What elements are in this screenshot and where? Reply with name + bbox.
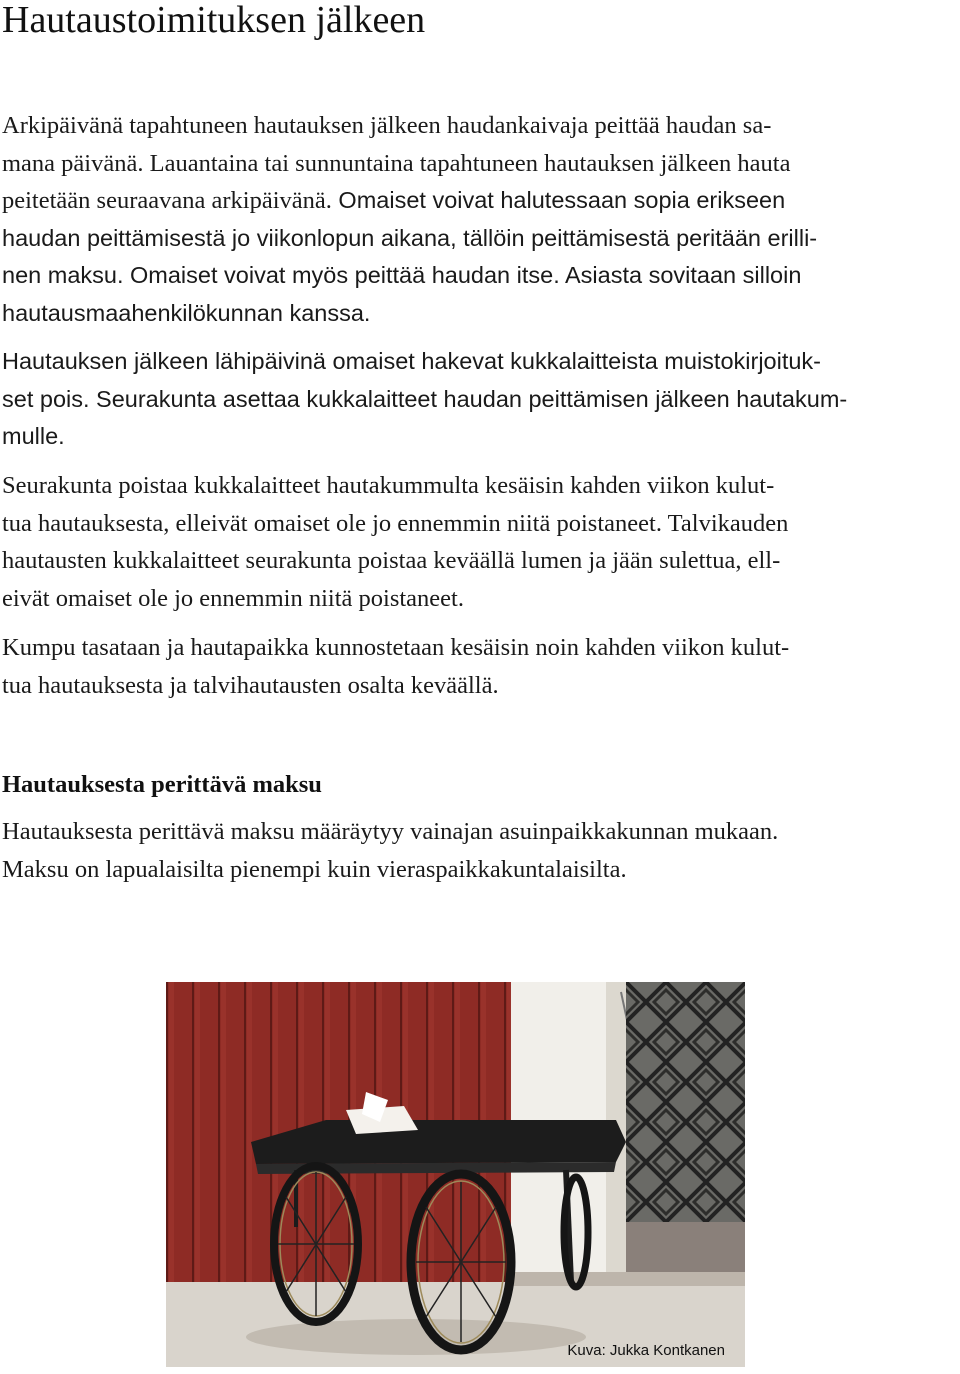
- photo-caption: Kuva: Jukka Kontkanen: [567, 1342, 725, 1359]
- text-line: Kumpu tasataan ja hautapaikka kunnostetaan kesäisin noin kahden viikon kulut-: [2, 634, 790, 661]
- right-wheel: [411, 1174, 511, 1350]
- text-segment: peitetään seuraavana arkipäivänä.: [2, 187, 332, 214]
- text-line: hautausten kukkalaitteet seurakunta poistaa keväällä lumen ja jään sulettua, ell-: [2, 547, 781, 574]
- cart-photo-illustration: [166, 982, 745, 1367]
- paragraph-2: [2, 343, 957, 456]
- paragraph-1: [2, 107, 957, 332]
- text-segment: Omaiset voivat halutessaan sopia erikseen: [331, 187, 786, 213]
- section-heading: Hautauksesta perittävä maksu: [2, 771, 322, 798]
- text-line: mana päivänä. Lauantaina tai sunnuntaina tapahtuneen hautauksen jälkeen hauta: [2, 149, 791, 177]
- text-line: Hautauksen jälkeen lähipäivinä omaiset hakevat kukkalaitteista muistokirjoituk-: [2, 348, 822, 374]
- text-line: nen maksu. Omaiset voivat myös peittää haudan itse. Asiasta sovitaan silloin: [2, 262, 802, 288]
- page-title: Hautaustoimituksen jälkeen: [2, 0, 426, 41]
- text-line: tua hautauksesta ja talvihautausten osalta keväällä.: [2, 671, 499, 699]
- text-line: Arkipäivänä tapahtuneen hautauksen jälkeen haudankaivaja peittää haudan sa-: [2, 112, 772, 139]
- text-line: Maksu on lapualaisilta pienempi kuin vieraspaikkakuntalaisilta.: [2, 855, 627, 883]
- cart-photo: [166, 982, 745, 1367]
- text-line: hautausmaahenkilökunnan kanssa.: [2, 299, 371, 326]
- patterned-door: [626, 982, 745, 1222]
- paragraph-4: [2, 629, 957, 704]
- text-line: tua hautauksesta, elleivät omaiset ole jo ennemmin niitä poistaneet. Talvikauden: [2, 509, 789, 537]
- text-line: mulle.: [2, 423, 65, 449]
- cart-platform: [251, 1120, 626, 1164]
- paragraph-3: [2, 467, 957, 617]
- fee-paragraph: [2, 813, 957, 888]
- left-wheel: [274, 1166, 358, 1322]
- text-line: set pois. Seurakunta asettaa kukkalaitteet haudan peittämisen jälkeen hautakum-: [2, 385, 848, 412]
- text-line: Hautauksesta perittävä maksu määräytyy vainajan asuinpaikkakunnan mukaan.: [2, 818, 779, 845]
- text-line: eivät omaiset ole jo ennemmin niitä poistaneet.: [2, 584, 464, 612]
- text-line: [2, 182, 957, 220]
- text-line: Seurakunta poistaa kukkalaitteet hautakummulta kesäisin kahden viikon kulut-: [2, 472, 775, 499]
- text-line: haudan peittämisestä jo viikonlopun aikana, tällöin peittämisestä peritään erilli-: [2, 224, 818, 251]
